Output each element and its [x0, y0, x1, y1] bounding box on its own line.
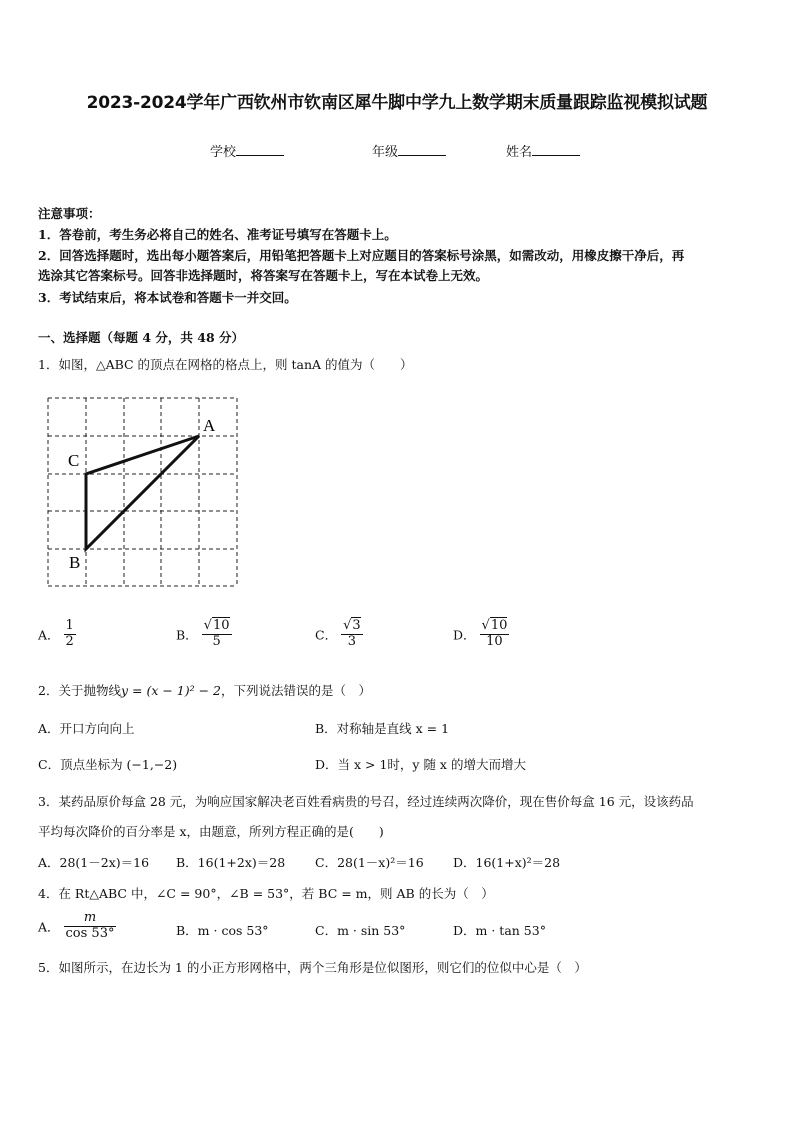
note-item: 2．回答选择题时，选出每小题答案后，用铅笔把答题卡上对应题目的答案标号涂黑，如需改动，用橡皮擦干净后，再 [38, 248, 685, 263]
q1-grid-figure [40, 392, 250, 592]
name-label: 姓名 [506, 145, 533, 160]
q2-option-c: C．顶点坐标为 (−1,−2) [38, 757, 178, 772]
grade-field [372, 141, 446, 160]
q1-stem: 1．如图，△ABC 的顶点在网格的格点上，则 tanA 的值为（ ） [38, 357, 413, 372]
q2-option-a: A．开口方向向上 [38, 721, 135, 736]
q1-option-a: A． $\frac{1}{2}$ [38, 618, 74, 649]
q5-stem: 5．如图所示，在边长为 1 的小正方形网格中，两个三角形是位似图形，则它们的位似中心是（ ） [38, 960, 587, 975]
q1-option-d: D． $\frac{√10}{10}$ [453, 618, 508, 649]
q4-stem: 4．在 Rt△ABC 中，∠C = 90°，∠B = 53°，若 BC = m，则 AB 的长为（ ） [38, 886, 494, 901]
q2-formula: y = (x − 1)² − 2 [120, 683, 222, 698]
note-item: 3．考试结束后，将本试卷和答题卡一并交回。 [38, 290, 297, 305]
vertex-label-b: B [69, 553, 81, 572]
q3-stem-line1: 3．某药品原价每盒 28 元，为响应国家解决老百姓看病贵的号召，经过连续两次降价，现在售价每盒 16 元，设该药品 [38, 794, 694, 809]
q1-option-b: B． $\frac{√10}{5}$ [176, 618, 230, 649]
q3-option-c: C．28(1－x)²＝16 [315, 855, 424, 870]
triangle-abc [86, 436, 199, 549]
section-heading: 一、选择题（每题 4 分，共 48 分） [38, 330, 245, 345]
notes-heading: 注意事项： [38, 206, 101, 221]
q2-option-d: D．当 x > 1时，y 随 x 的增大而增大 [315, 757, 526, 772]
q3-option-a: A．28(1－2x)＝16 [38, 855, 150, 870]
q1-option-c: C． $\frac{√3}{3}$ [315, 618, 361, 649]
page-title: 2023-2024学年广西钦州市钦南区犀牛脚中学九上数学期末质量跟踪监视模拟试题 [86, 93, 708, 113]
q4-option-a: A． $\frac{m}{\cos 53^\circ}$ [38, 910, 115, 941]
name-field [506, 141, 580, 160]
school-field [210, 141, 284, 160]
note-item: 选涂其它答案标号。回答非选择题时，将答案写在答题卡上，写在本试卷上无效。 [38, 268, 489, 283]
name-blank [532, 143, 580, 156]
q4-option-d: D．m · tan 53° [453, 923, 546, 938]
q2-stem: 2．关于抛物线y = (x − 1)² − 2，下列说法错误的是（ ） [38, 683, 372, 698]
vertex-label-a: A [203, 416, 216, 435]
school-label: 学校 [210, 145, 237, 160]
vertex-label-c: C [68, 451, 80, 470]
school-blank [236, 143, 284, 156]
q3-option-b: B．16(1+2x)＝28 [176, 855, 286, 870]
grade-label: 年级 [372, 145, 399, 160]
q4-option-c: C．m · sin 53° [315, 923, 406, 938]
note-item: 1．答卷前，考生务必将自己的姓名、准考证号填写在答题卡上。 [38, 227, 397, 242]
q3-option-d: D．16(1+x)²＝28 [453, 855, 561, 870]
q3-stem-line2: 平均每次降价的百分率是 x，由题意，所列方程正确的是( ) [38, 824, 384, 839]
grade-blank [398, 143, 446, 156]
q4-option-b: B．m · cos 53° [176, 923, 269, 938]
q2-option-b: B．对称轴是直线 x = 1 [315, 721, 450, 736]
